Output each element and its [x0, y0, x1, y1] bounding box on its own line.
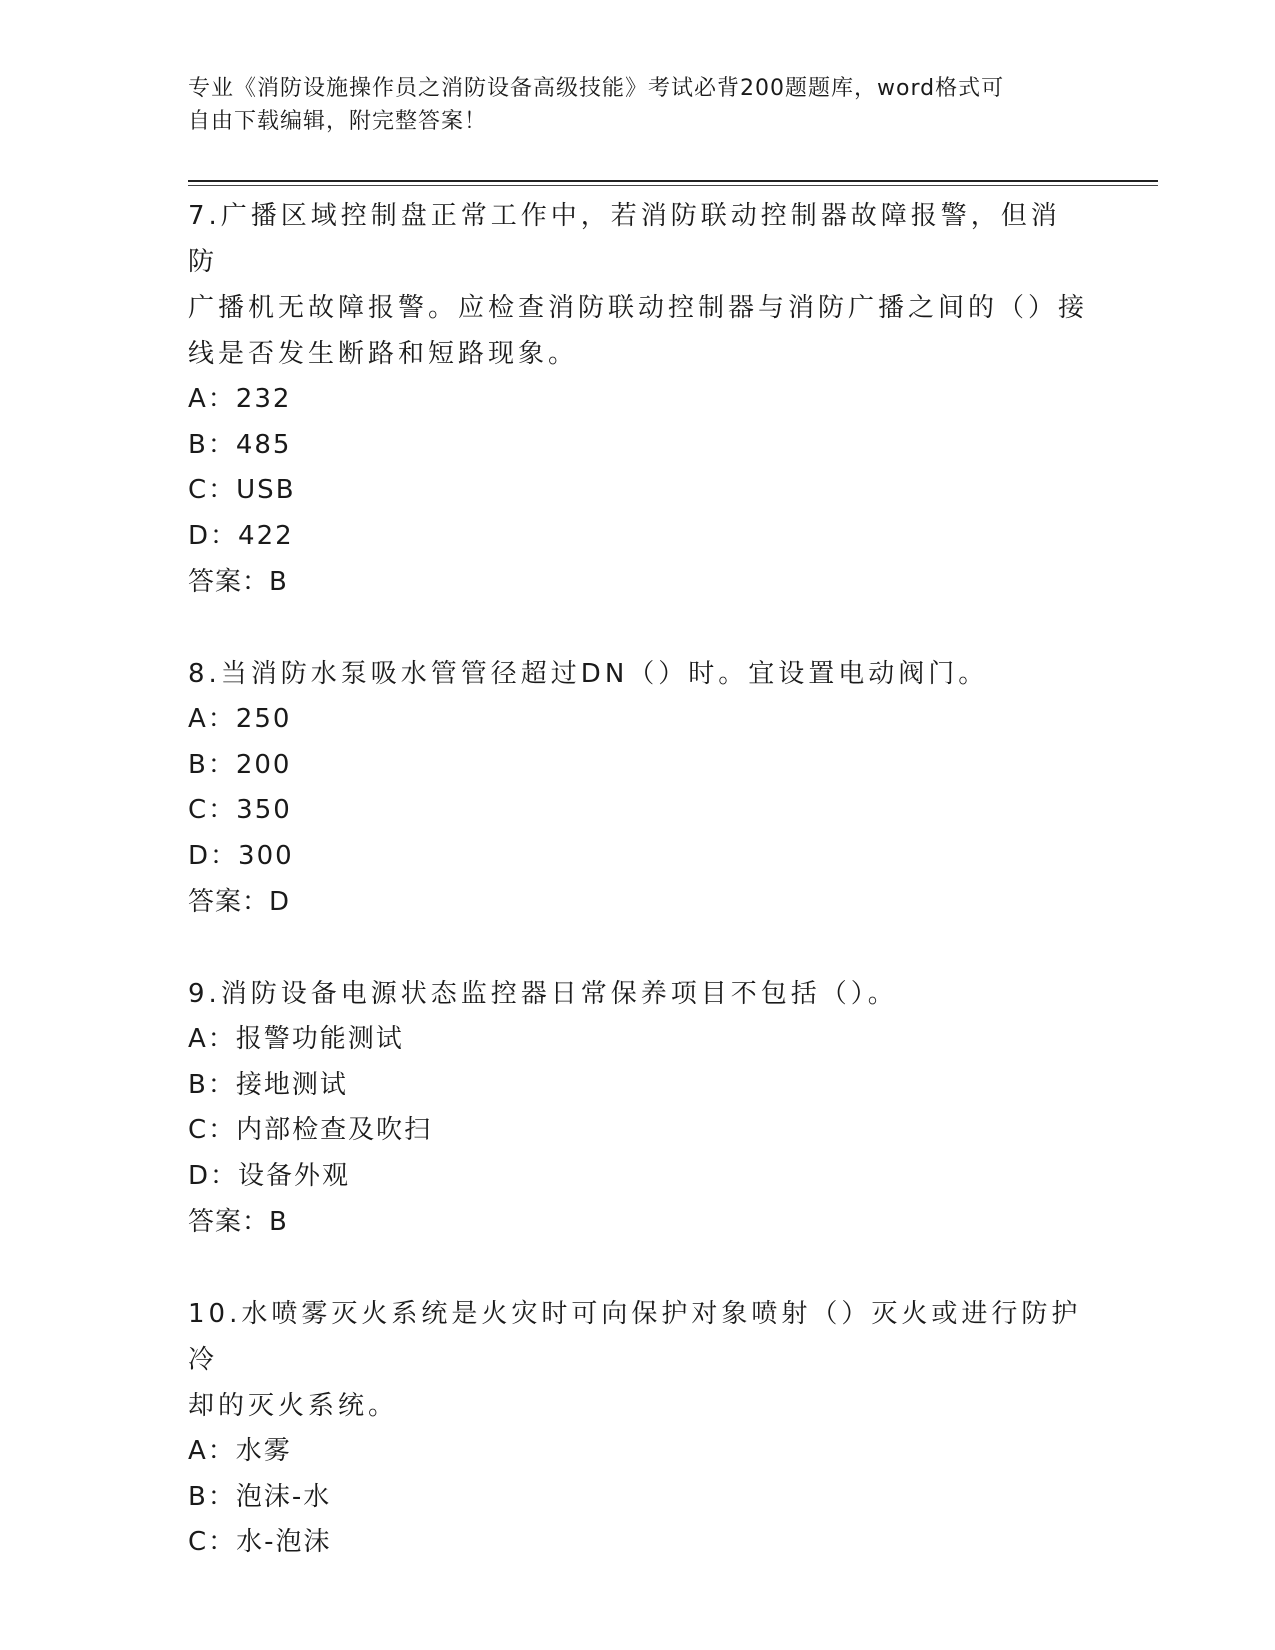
- answer: 答案：B: [188, 1207, 288, 1237]
- question-10: [188, 1291, 1088, 1566]
- option-b: B：485: [188, 429, 292, 460]
- answer: 答案：B: [188, 567, 288, 597]
- option-d: D：422: [188, 520, 294, 551]
- header-line-1: 专业《消防设施操作员之消防设备高级技能》考试必背200题题库，word格式可: [188, 76, 1005, 101]
- option-a: A：250: [188, 704, 292, 734]
- option-b: B：接地测试: [188, 1069, 348, 1100]
- document-header: [188, 72, 1068, 138]
- question-text-line: 却的灭火系统。: [188, 1391, 399, 1421]
- question-list: [188, 193, 1088, 1612]
- option-d: D：设备外观: [188, 1160, 351, 1191]
- option-a: A：报警功能测试: [188, 1024, 404, 1054]
- question-9: [188, 971, 1088, 1245]
- question-8: [188, 651, 1088, 925]
- question-text-line: 线是否发生断路和短路现象。: [188, 339, 579, 369]
- option-a: A：水雾: [188, 1436, 292, 1466]
- option-b: B：泡沫-水: [188, 1481, 332, 1512]
- question-7: [188, 193, 1088, 605]
- option-a: A：232: [188, 384, 292, 414]
- header-divider-thick: [188, 180, 1158, 182]
- header-line-2: 自由下载编辑，附完整答案！: [188, 109, 488, 134]
- option-c: C：350: [188, 795, 292, 825]
- option-d: D：300: [188, 840, 294, 871]
- header-divider-thin: [188, 185, 1158, 186]
- question-text-line: 10.水喷雾灭火系统是火灾时可向保护对象喷射（）灭火或进行防护冷: [188, 1299, 1082, 1375]
- question-text-line: 8.当消防水泵吸水管管径超过DN（）时。宜设置电动阀门。: [188, 659, 989, 689]
- option-b: B：200: [188, 749, 292, 780]
- question-text-line: 广播机无故障报警。应检查消防联动控制器与消防广播之间的（）接: [188, 293, 1089, 323]
- question-text-line: 9.消防设备电源状态监控器日常保养项目不包括（）。: [188, 979, 898, 1009]
- option-c: C：内部检查及吹扫: [188, 1115, 433, 1145]
- option-c: C：USB: [188, 475, 296, 505]
- answer: 答案：D: [188, 887, 291, 917]
- question-text-line: 7.广播区域控制盘正常工作中，若消防联动控制器故障报警，但消防: [188, 201, 1061, 277]
- option-c: C：水-泡沫: [188, 1527, 332, 1557]
